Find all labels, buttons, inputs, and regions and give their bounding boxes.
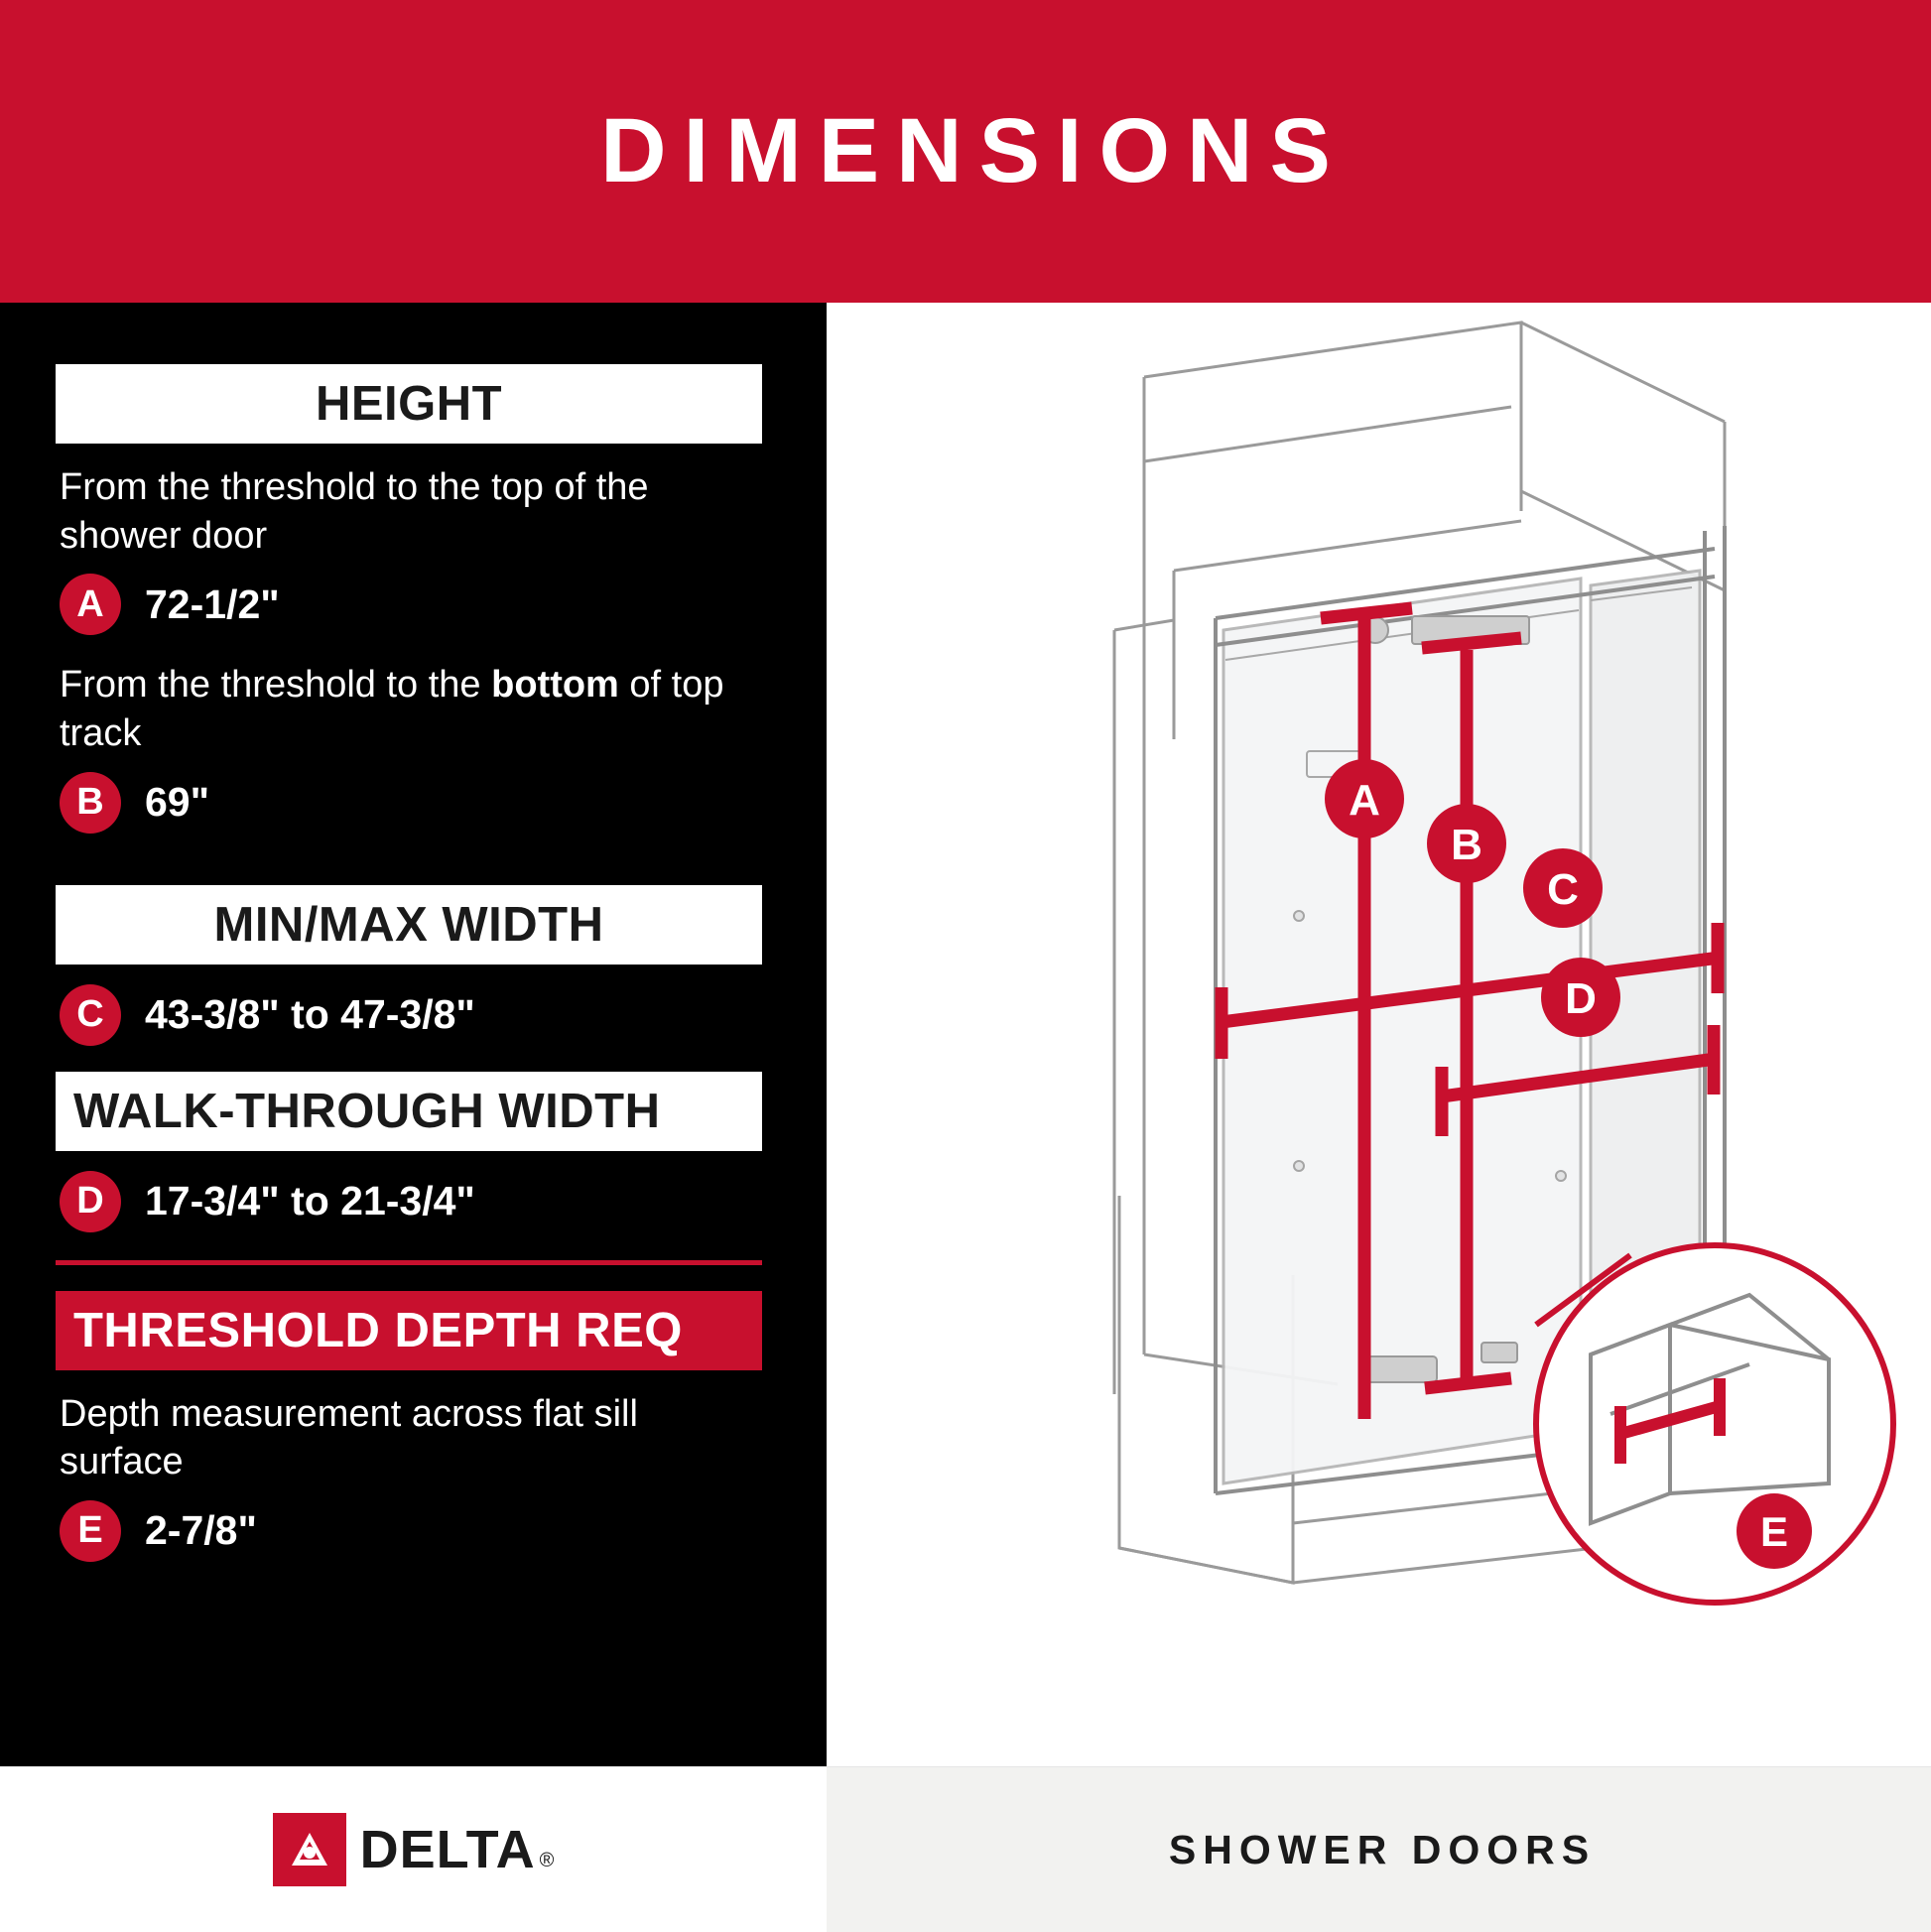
section-header-threshold-depth: THRESHOLD DEPTH REQ [56, 1291, 762, 1370]
triangle-glyph [286, 1826, 333, 1873]
svg-text:E: E [1759, 1508, 1789, 1555]
product-diagram [827, 303, 1931, 1766]
callout-badge-a: A [60, 574, 121, 635]
footer [0, 1766, 1931, 1932]
shower-door-illustration [827, 303, 1931, 1766]
page-title: DIMENSIONS [600, 100, 1348, 201]
svg-text:C: C [1547, 865, 1579, 914]
threshold-description: Depth measurement across flat sill surface [60, 1392, 638, 1483]
measurement-row-d [60, 1171, 771, 1232]
brand-registered-mark: ® [539, 1850, 555, 1871]
callout-badge-d: D [60, 1171, 121, 1232]
svg-text:B: B [1451, 821, 1482, 869]
measurement-value-a: 72-1/2" [145, 580, 280, 627]
section-header-walk-through-width: WALK-THROUGH WIDTH [56, 1072, 762, 1151]
height-bottom-track-description [60, 661, 754, 757]
section-header-height: HEIGHT [56, 364, 762, 444]
callout-badge-b: B [60, 772, 121, 834]
height-b-desc-pre: From the threshold to the [60, 664, 492, 707]
delta-logo [273, 1813, 555, 1886]
measurement-row-a [60, 574, 771, 635]
brand-name: DELTA [359, 1820, 536, 1879]
section-header-min-max-width: MIN/MAX WIDTH [56, 885, 762, 965]
measurement-value-e: 2-7/8" [145, 1507, 257, 1554]
specs-panel [0, 303, 827, 1766]
measurement-row-e [60, 1500, 771, 1562]
measurement-value-c: 43-3/8" to 47-3/8" [145, 991, 475, 1037]
delta-triangle-icon [273, 1813, 346, 1886]
footer-brand-area [0, 1767, 827, 1932]
measurement-value-b: 69" [145, 779, 210, 825]
footer-category-area [827, 1767, 1931, 1932]
height-b-desc-post: of top track [60, 664, 724, 754]
measurement-row-b [60, 772, 771, 834]
measurement-value-d: 17-3/4" to 21-3/4" [145, 1178, 475, 1224]
measurement-row-c [60, 984, 771, 1046]
svg-text:D: D [1565, 974, 1597, 1023]
spacer-1 [56, 859, 771, 885]
callout-badge-e: E [60, 1500, 121, 1562]
height-b-desc-bold: bottom [491, 664, 619, 707]
section-divider [56, 1260, 762, 1265]
header-banner [0, 0, 1931, 303]
callout-badge-c: C [60, 984, 121, 1046]
svg-text:A: A [1349, 776, 1380, 825]
product-category-label: SHOWER DOORS [1168, 1826, 1597, 1872]
height-description: From the threshold to the top of the shower door [60, 466, 649, 557]
